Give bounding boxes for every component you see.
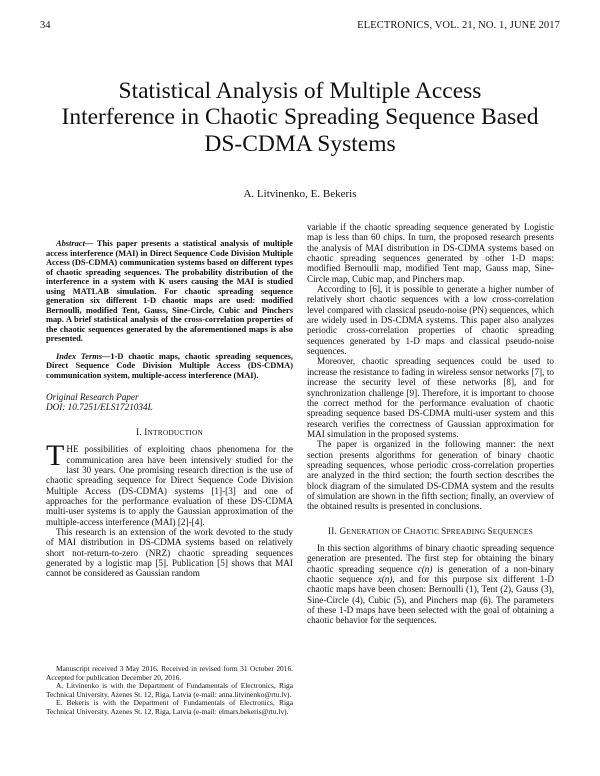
- section-cap: C: [403, 525, 410, 536]
- index-terms-text: —1-D chaotic maps, chaotic spreading sequences, Direct Sequence Code Division Multiple Access (DS-CDMA) communication system, multiple-access interference (MAI).: [46, 351, 294, 380]
- paper-meta: [46, 392, 293, 413]
- abstract-label: Abstract—: [56, 239, 94, 248]
- left-column: [46, 224, 293, 579]
- section-rest: ENERATION OF: [346, 526, 404, 536]
- intro-paragraph-1: [46, 439, 293, 527]
- intro-paragraph-4: Moreover, chaotic spreading sequences could be used to increase the resistance to fading in wireless sensor networks [7], to increase the security level of these networks [8], and for synchronization challenge [9]. Therefore, it is important to choose the correct method for the performance evaluation of chaotic spreading sequence based DS-CDMA multi-user system and this research verifies the correctness of Gaussian approximation for MAI simulation in the proposed systems.: [307, 356, 554, 439]
- paper-title: Statistical Analysis of Multiple Access Interference in Chaotic Spreading Sequence Based DS-CDMA Systems: [61, 77, 539, 157]
- section-heading-generation: [307, 526, 554, 537]
- section-cap: I: [144, 426, 148, 437]
- variable-c-n: c(n): [417, 563, 433, 574]
- intro-paragraph-5: The paper is organized in the following manner: the next section presents algorithms for generation of binary chaotic spreading sequences, whose periodic cross-correlation properties are analyzed in the third section; the fourth section describes the block diagram of the simulated DS-CDMA system and the results of simulation are shown in the fifth section; finally, an overview of the obtained results is presented in conclusions.: [307, 439, 554, 512]
- section-cap: S: [441, 525, 447, 536]
- drop-cap: T: [46, 439, 65, 473]
- section-rest: NTRODUCTION: [147, 427, 204, 437]
- section-cap: S: [487, 525, 493, 536]
- paper-type: Original Research Paper: [46, 392, 139, 402]
- section-rest: HAOTIC: [409, 526, 442, 536]
- page-number: 34: [40, 20, 51, 31]
- abstract-text: This paper presents a statistical analysis of multiple access interference (MAI) in Direct Sequence Code Division Multiple Access (DS-CDMA) communication systems based on different types of chaotic spreading sequences. The probability distribution of the interference in a system with K users causing the MAI is studied using MATLAB simulation. For chaotic spreading sequence generation six different 1-D chaotic maps are used: modified Bernoulli, modified Tent, Gauss, Sine-Circle, Cubic and Pinchers map. A brief statistical analysis of the cross-correlation properties of the chaotic sequences generated by the aforementioned maps is also presented.: [46, 239, 293, 343]
- index-terms-label: Index Terms: [56, 351, 103, 361]
- section-rest: PREADING: [446, 526, 488, 536]
- index-terms: [46, 352, 293, 381]
- section2-paragraph-1: [307, 543, 554, 626]
- footnote-author-1: A. Litvinenko is with the Department of Fundamentals of Electronics, Riga Technical University, Azenes St. 12, Riga, Latvia (e-mail: anna.litvinenko@rtu.lv).: [46, 681, 293, 699]
- right-column: [307, 222, 554, 626]
- section2-text: , and for this purpose six different 1-D chaotic maps have been chosen: Bernoulli (1), Tent (2), Gauss (3), Sine-Circle (4), Cubic (5), and Pinchers map (6). The parameters of these 1-D maps have been selected with the goal of obtaining a chaotic behavior for the sequences.: [307, 574, 555, 626]
- section-heading-introduction: [46, 427, 293, 438]
- section2-text: is generation of a non-binary chaotic sequence: [307, 563, 554, 584]
- doi: DOI: 10.7251/ELS1721034L: [46, 402, 153, 413]
- journal-header: ELECTRONICS, VOL. 21, NO. 1, JUNE 2017: [357, 20, 560, 31]
- authors: A. Litvinenko, E. Bekeris: [243, 188, 357, 200]
- section-rest: EQUENCES: [492, 526, 533, 536]
- variable-x-n: x(n): [377, 574, 393, 584]
- section-numeral: II.: [328, 525, 338, 536]
- footnote-received: Manuscript received 3 May 2016. Received in revised form 31 October 2016. Accepted for publication December 20, 2016.: [46, 664, 293, 682]
- section-cap: G: [339, 525, 347, 536]
- intro-paragraph-3: According to [6], it is possible to generate a higher number of relatively short chaotic sequences with a low cross-correlation level compared with classical pseudo-noise (PN) sequences, which are widely used in DS-CDMA systems. This paper also analyzes periodic cross-correlation properties of chaotic spreading sequences generated by 1-D maps and classical pseudo-noise sequences.: [307, 284, 554, 357]
- section2-text: In this section algorithms of binary chaotic spreading sequence generation are presented. The first step for obtaining the binary chaotic spreading sequence: [307, 542, 554, 574]
- section-numeral: I.: [135, 426, 142, 437]
- footnote-author-2: E. Bekeris is with the Department of Fundamentals of Electronics, Riga Technical University, Azenes St. 12, Riga, Latvia (e-mail: elmars.bekeris@rtu.lv).: [46, 698, 293, 716]
- footnotes: [46, 665, 293, 716]
- intro-paragraph-1-text: HE possibilities of exploiting chaos phenomena for the communication area have been intensively studied for the last 30 years. One promising research direction is the use of chaotic spreading sequence for Direct Sequence Code Division Multiple Access (DS-CDMA) systems [1]-[3] and one of approaches for the performance evaluation of these DS-CDMA multi-user systems is to apply the Gaussian approximation of the multiple-access interference (MAI) [2]-[4].: [46, 444, 293, 527]
- intro-paragraph-2-continued: variable if the chaotic spreading sequence generated by Logistic map is less than 60 chips. In turn, the proposed research presents the analysis of MAI distribution in DS-CDMA systems based on chaotic spreading sequences generated by other 1-D maps: modified Bernoulli map, modified Tent map, Gauss map, Sine-Circle map, Cubic map, and Pinchers map.: [307, 222, 554, 284]
- abstract: [46, 239, 293, 344]
- intro-paragraph-2: This research is an extension of the work devoted to the study of MAI distribution in DS-CDMA systems based on relatively short not-return-to-zero (NRZ) chaotic spreading sequences generated by a logistic map [5]. Publication [5] shows that MAI cannot be considered as Gaussian random: [46, 526, 293, 579]
